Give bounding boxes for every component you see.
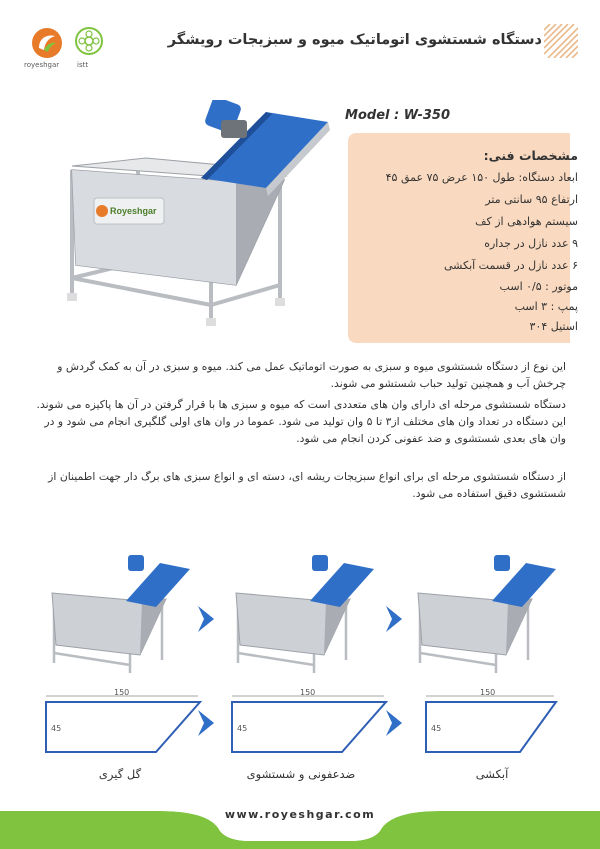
depth-label: 45 xyxy=(51,724,62,733)
istt-logo-icon xyxy=(74,26,104,56)
chevron-right-icon xyxy=(196,606,214,632)
chevron-right-icon xyxy=(384,606,402,632)
specs-title: مشخصات فنی: xyxy=(483,148,578,163)
spec-line: ۹ عدد نازل در جداره xyxy=(484,237,578,250)
length-label: 150 xyxy=(480,688,496,697)
length-label: 150 xyxy=(300,688,316,697)
step-machine-image xyxy=(408,555,558,680)
title-stripes-icon xyxy=(544,24,578,58)
royeshgar-logo xyxy=(24,26,64,69)
logo-text: royeshgar xyxy=(24,61,60,69)
istt-logo xyxy=(74,26,104,69)
spec-line: موتور : ۰/۵ اسب xyxy=(499,280,578,293)
length-label: 150 xyxy=(114,688,130,697)
spec-line: ابعاد دستگاه: طول ۱۵۰ عرض ۷۵ عمق ۴۵ xyxy=(385,171,578,184)
spec-line: ۶ عدد نازل در قسمت آبکشی xyxy=(444,259,578,272)
step-machine-image xyxy=(226,555,376,680)
step-caption: آبکشی xyxy=(475,767,509,781)
depth-label: 45 xyxy=(237,724,248,733)
model-label: Model : W-350 xyxy=(345,108,450,123)
machine-brand: Royeshgar xyxy=(110,206,157,216)
step-caption: ضدعفونی و شستشوی xyxy=(246,767,356,781)
website-link[interactable]: www.royeshgar.com xyxy=(224,808,376,821)
step-caption: گل گیری xyxy=(98,767,142,781)
description-paragraph: دستگاه شستشوی مرحله ای دارای وان های متعددی است که میوه و سبزی ها با قرار گرفتن در آن ها پاکیزه می شوند. این دستگاه در تعداد وان های مختلف از۳ تا ۵ وان تولید می شود. عموما در وان های اولی گلگیری انجام می شود و در وان های بعدی شستشوی و ضد عفونی کردن انجام می شود. xyxy=(36,398,566,445)
description-paragraph: از دستگاه شستشوی مرحله ای برای انواع سبزیجات ریشه ای، دسته ای و انواع سبزی های برگ دار جهت اطمینان از شستشوی دقیق استفاده می شود. xyxy=(48,470,566,500)
spec-line: استیل ۳۰۴ xyxy=(529,320,578,333)
description-paragraph: این نوع از دستگاه شستشوی میوه و سبزی به صورت اتوماتیک عمل می کند. میوه و سبزی در آن به کمک گردش و چرخش آب و همچنین تولید حباب شستشو می شوند. xyxy=(57,360,566,390)
tank-dimension-diagram xyxy=(40,690,210,760)
logo-text: istt xyxy=(77,61,89,69)
chevron-right-icon xyxy=(196,710,214,736)
tank-dimension-diagram xyxy=(226,690,396,760)
spec-line: سیستم هوادهی از کف xyxy=(475,215,578,228)
step-machine-image xyxy=(42,555,192,680)
chevron-right-icon xyxy=(384,710,402,736)
depth-label: 45 xyxy=(431,724,442,733)
spec-line: پمپ : ۳ اسب xyxy=(514,300,578,313)
spec-line: ارتفاع ۹۵ سانتی متر xyxy=(485,193,578,206)
washing-machine-image xyxy=(36,100,336,330)
page-title: دستگاه شستشوی اتوماتیک میوه و سبزیجات رویشگر xyxy=(167,32,542,48)
tank-dimension-diagram xyxy=(420,690,590,760)
royeshgar-logo-icon xyxy=(30,26,64,60)
